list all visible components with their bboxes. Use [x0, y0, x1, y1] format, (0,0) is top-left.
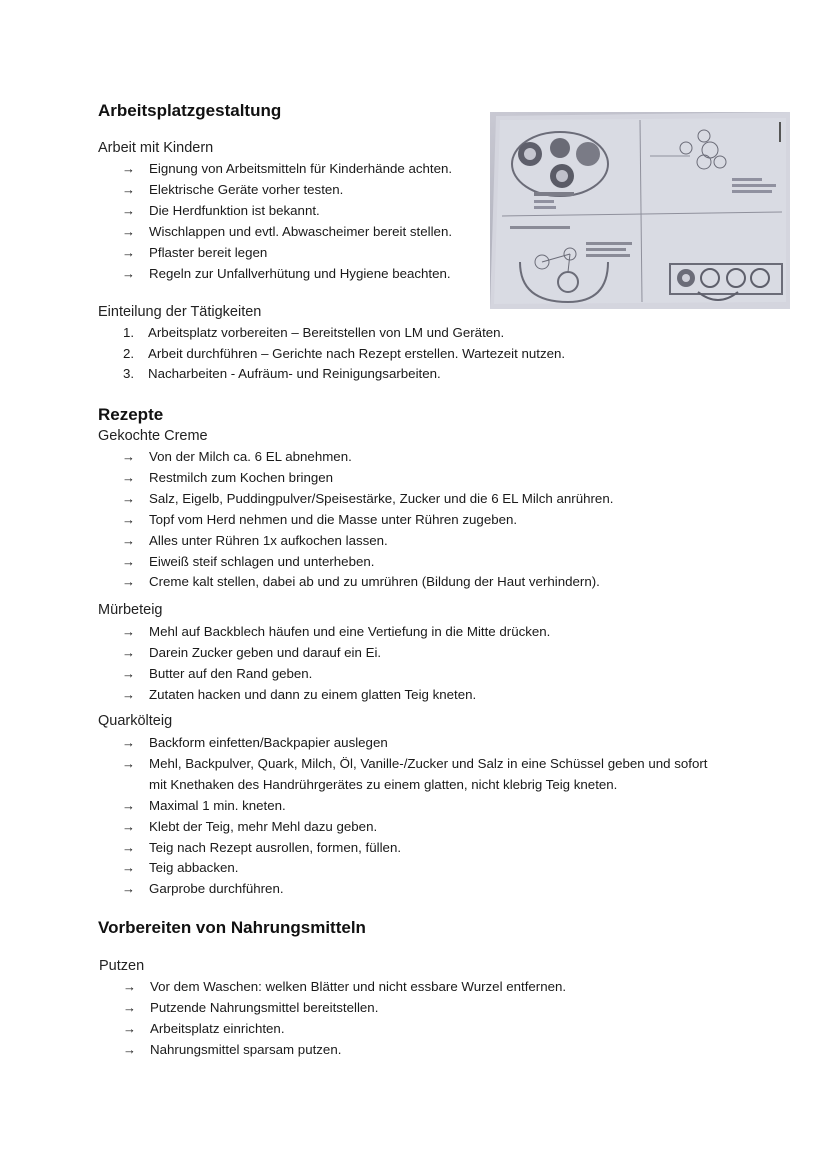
list-taetigkeiten: [123, 323, 723, 385]
list-item: → Salz, Eigelb, Puddingpulver/Speisestärke, Zucker und die 6 EL Milch anrühren.: [122, 489, 742, 510]
list-item: → Pflaster bereit legen: [122, 243, 482, 264]
list-putzen: [123, 977, 743, 1061]
section-title-arbeitsplatzgestaltung: Arbeitsplatzgestaltung: [98, 101, 282, 120]
list-item: → Mehl, Backpulver, Quark, Milch, Öl, Vanille-/Zucker und Salz in eine Schüssel geben und sofort mit Knethaken des Handrührgerätes zu einem glatten, nicht klebrig Teig kneten.: [122, 754, 722, 796]
subheading-gekochte-creme: Gekochte Creme: [98, 428, 208, 444]
list-item: → Die Herdfunktion ist bekannt.: [122, 201, 482, 222]
list-item: → Zutaten hacken und dann zu einem glatten Teig kneten.: [122, 685, 742, 706]
list-item: → Creme kalt stellen, dabei ab und zu umrühren (Bildung der Haut verhindern).: [122, 572, 742, 593]
list-item: → Arbeitsplatz einrichten.: [123, 1019, 743, 1040]
list-item: → Maximal 1 min. kneten.: [122, 796, 722, 817]
subheading-arbeit-mit-kindern: Arbeit mit Kindern: [98, 140, 214, 156]
list-item: → Klebt der Teig, mehr Mehl dazu geben.: [122, 817, 722, 838]
list-item: → Putzende Nahrungsmittel bereitstellen.: [123, 998, 743, 1019]
list-item: → Garprobe durchführen.: [122, 879, 722, 900]
list-item: → Von der Milch ca. 6 EL abnehmen.: [122, 447, 742, 468]
list-item: → Topf vom Herd nehmen und die Masse unter Rühren zugeben.: [122, 510, 742, 531]
list-item: → Teig abbacken.: [122, 858, 722, 879]
list-item: 2. Arbeit durchführen – Gerichte nach Rezept erstellen. Wartezeit nutzen.: [123, 345, 566, 361]
subheading-putzen: Putzen: [99, 958, 145, 974]
list-item: → Darein Zucker geben und darauf ein Ei.: [122, 643, 742, 664]
list-quarkoelteig: [122, 733, 722, 900]
subheading-einteilung-taetigkeiten: Einteilung der Tätigkeiten: [98, 304, 262, 320]
list-arbeit-mit-kindern: [122, 159, 482, 284]
list-item: 3. Nacharbeiten - Aufräum- und Reinigungsarbeiten.: [123, 366, 441, 381]
list-item: → Backform einfetten/Backpapier auslegen: [122, 733, 722, 754]
list-gekochte-creme: [122, 447, 742, 593]
list-item: → Regeln zur Unfallverhütung und Hygiene beachten.: [122, 264, 482, 285]
list-item: → Elektrische Geräte vorher testen.: [122, 180, 482, 201]
list-item: → Wischlappen und evtl. Abwascheimer bereit stellen.: [122, 222, 482, 243]
section-title-rezepte: Rezepte: [98, 405, 164, 424]
list-item: → Alles unter Rühren 1x aufkochen lassen.: [122, 531, 742, 552]
list-muerbeteig: [122, 622, 742, 706]
subheading-muerbeteig: Mürbeteig: [98, 602, 163, 618]
list-item: → Nahrungsmittel sparsam putzen.: [123, 1040, 743, 1061]
section-title-vorbereiten: Vorbereiten von Nahrungsmitteln: [98, 918, 366, 937]
worksheet-photo: [490, 112, 790, 309]
list-item: → Butter auf den Rand geben.: [122, 664, 742, 685]
list-item: → Vor dem Waschen: welken Blätter und nicht essbare Wurzel entfernen.: [123, 977, 743, 998]
worksheet-photo-graphic: [490, 112, 790, 309]
list-item: → Restmilch zum Kochen bringen: [122, 468, 742, 489]
list-item: → Mehl auf Backblech häufen und eine Vertiefung in die Mitte drücken.: [122, 622, 742, 643]
list-item: 1. Arbeitsplatz vorbereiten – Bereitstellen von LM und Geräten.: [123, 325, 505, 340]
subheading-quarkoelteig: Quarkölteig: [98, 713, 173, 729]
list-item: → Teig nach Rezept ausrollen, formen, füllen.: [122, 838, 722, 859]
list-item: → Eignung von Arbeitsmitteln für Kinderhände achten.: [122, 159, 482, 180]
list-item: → Eiweiß steif schlagen und unterheben.: [122, 552, 742, 573]
